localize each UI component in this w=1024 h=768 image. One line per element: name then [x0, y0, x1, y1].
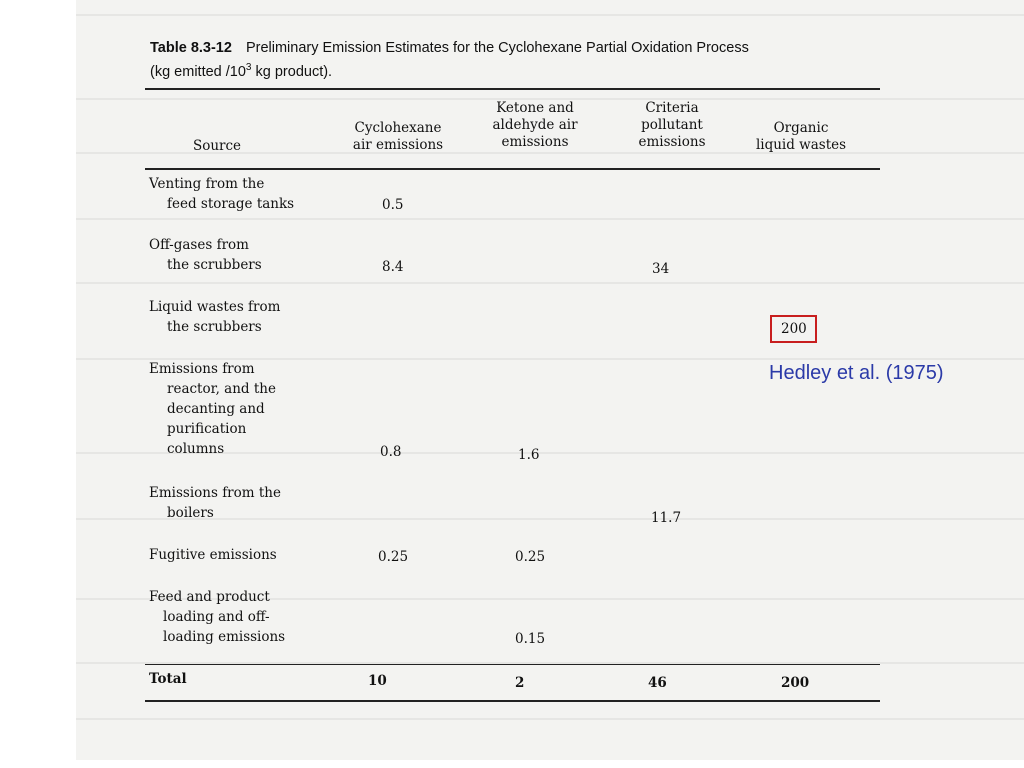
- header-organic: Organic liquid wastes: [755, 120, 847, 153]
- total-criteria: 46: [648, 675, 667, 691]
- highlight-box: [770, 315, 817, 343]
- cell-organic: 200: [781, 321, 807, 337]
- top-rule: [145, 88, 880, 90]
- row-source-fugitive: Fugitive emissions: [149, 547, 277, 563]
- caption-line-2: (kg emitted $/10^3$ kg product).: [150, 62, 333, 80]
- total-ketone: 2: [515, 675, 525, 691]
- caption-line-1: [150, 38, 749, 58]
- cell-ketone: 0.15: [515, 631, 546, 647]
- table-title: Preliminary Emission Estimates for the Cyclohexane Partial Oxidation Process: [245, 40, 749, 56]
- total-label: Total: [149, 671, 187, 687]
- cell-criteria: 11.7: [651, 510, 682, 526]
- header-ketone: Ketone and aldehyde air emissions: [492, 100, 578, 150]
- cell-ketone: 0.25: [515, 549, 546, 565]
- cell-cyclohexane: 8.4: [382, 259, 404, 275]
- row-source-boilers: Emissions from the boilers: [149, 485, 281, 521]
- header-criteria: Criteria pollutant emissions: [638, 100, 706, 150]
- cell-ketone: 1.6: [518, 447, 540, 463]
- bottom-rule: [145, 700, 880, 702]
- cell-cyclohexane: 0.8: [380, 444, 402, 460]
- cell-cyclohexane: 0.25: [378, 549, 409, 565]
- table-caption: [150, 38, 749, 82]
- cell-cyclohexane: 0.5: [382, 197, 404, 213]
- header-rule: [145, 168, 880, 170]
- total-rule: [145, 664, 880, 665]
- row-source-reactor: Emissions from reactor, and the decanting and purification columns: [149, 361, 276, 457]
- row-source-venting: Venting from the feed storage tanks: [149, 176, 295, 212]
- row-source-liquid-wastes: Liquid wastes from the scrubbers: [149, 299, 281, 335]
- total-cyclohexane: 10: [368, 673, 387, 689]
- table-number: Table 8.3-12: [150, 40, 232, 56]
- cell-criteria: 34: [652, 261, 670, 277]
- header-cyclohexane: Cyclohexane air emissions: [352, 120, 444, 153]
- total-organic: 200: [781, 675, 810, 691]
- row-source-loading: Feed and product loading and off- loading emissions: [149, 589, 286, 645]
- citation-label: Hedley et al. (1975): [769, 362, 944, 384]
- header-source: Source: [192, 138, 242, 154]
- row-source-offgases: Off-gases from the scrubbers: [149, 237, 262, 273]
